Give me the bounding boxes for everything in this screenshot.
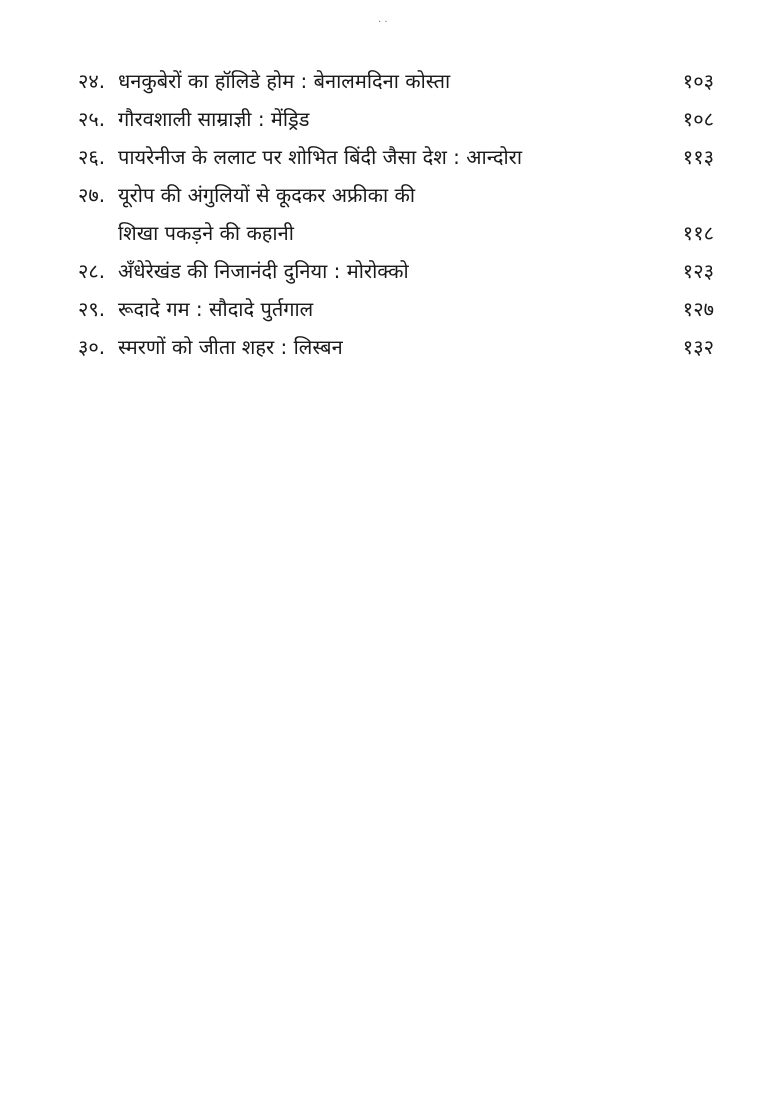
toc-entry xyxy=(78,176,714,252)
toc-entry-page: ११३ xyxy=(682,145,714,169)
toc-entry xyxy=(78,328,714,366)
toc-entry xyxy=(78,252,714,290)
toc-entry-title: धनकुबेरों का हॉलिडे होम : बेनालमदिना कोस्ता xyxy=(118,69,451,93)
toc-line xyxy=(78,138,714,176)
toc-entry-number: २८. xyxy=(78,259,106,283)
toc-entry-title: पायरेनीज के ललाट पर शोभित बिंदी जैसा देश : आन्दोरा xyxy=(118,145,523,169)
toc-entry xyxy=(78,290,714,328)
toc-entry-title: अँधेरेखंड की निजानंदी दुनिया : मोरोक्को xyxy=(118,259,409,283)
toc-entry-number: २४. xyxy=(78,69,106,93)
header-mark: . . xyxy=(378,14,388,25)
toc-entry-number: २९. xyxy=(78,297,106,321)
toc-entry xyxy=(78,62,714,100)
toc-entry-page: ११८ xyxy=(682,221,714,245)
toc-line xyxy=(78,252,714,290)
toc-entry-title: स्मरणों को जीता शहर : लिस्बन xyxy=(118,335,343,359)
toc-line xyxy=(78,100,714,138)
toc-entry-title: गौरवशाली साम्राज्ञी : मेंड्रिड xyxy=(118,107,310,131)
toc-entry-number: २६. xyxy=(78,145,106,169)
toc-entry-page: १०८ xyxy=(682,107,714,131)
toc-entry xyxy=(78,138,714,176)
toc-line xyxy=(78,176,714,214)
toc-entry-number: २५. xyxy=(78,107,106,131)
toc-line xyxy=(78,328,714,366)
toc-entry-page: १२३ xyxy=(682,259,714,283)
toc-entry-number: ३०. xyxy=(78,335,106,359)
table-of-contents xyxy=(78,62,714,366)
toc-entry-page: १०३ xyxy=(682,69,714,93)
toc-line-continuation xyxy=(78,214,714,252)
toc-entry-number: २७. xyxy=(78,183,106,207)
toc-entry-page: १२७ xyxy=(682,297,714,321)
toc-entry-title: रूदादे गम : सौदादे पुर्तगाल xyxy=(118,297,314,321)
toc-entry-title-continuation: शिखा पकड़ने की कहानी xyxy=(118,221,294,245)
toc-entry-title: यूरोप की अंगुलियों से कूदकर अफ्रीका की xyxy=(118,183,416,207)
toc-entry-page: १३२ xyxy=(682,335,714,359)
toc-line xyxy=(78,290,714,328)
toc-entry xyxy=(78,100,714,138)
toc-line xyxy=(78,62,714,100)
